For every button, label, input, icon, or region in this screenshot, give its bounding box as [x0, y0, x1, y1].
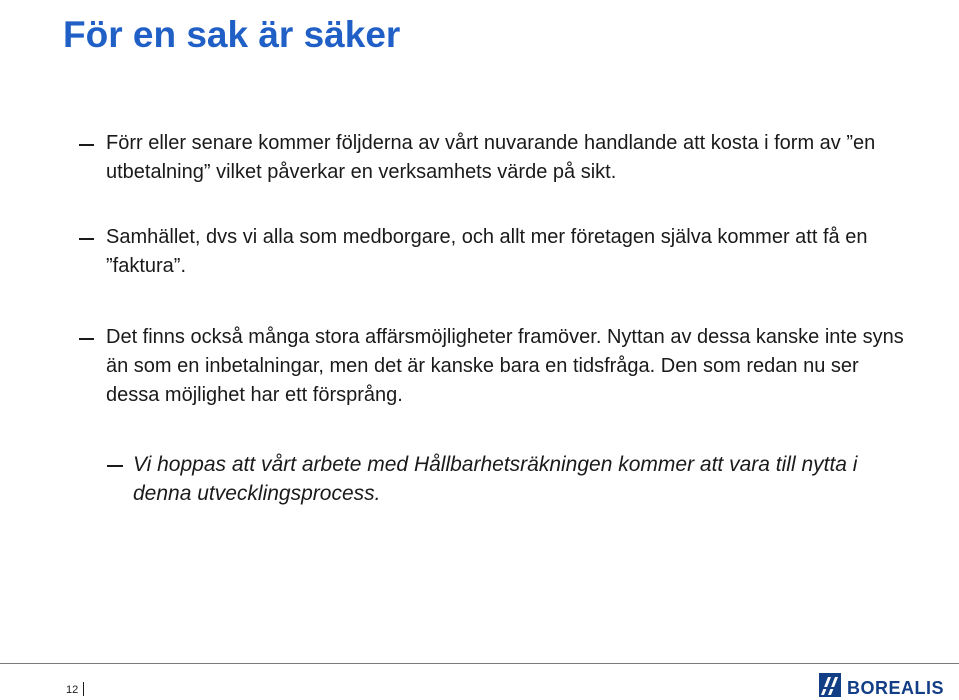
page-number-separator [83, 682, 84, 696]
bullet-dash [79, 144, 94, 146]
borealis-logo-icon [819, 673, 841, 697]
bullet-dash [79, 338, 94, 340]
footer-divider [0, 663, 959, 664]
borealis-logo [819, 673, 957, 700]
page-number: 12 [66, 684, 79, 696]
logo-text: BOREALIS [847, 678, 945, 698]
bullet-text: Det finns också många stora affärsmöjligheter framöver. Nyttan av dessa kanske inte syns än som en inbetalningar, men det är kanske bara en tidsfråga. Den som redan nu ser dessa möjlighet har ett försprång. [106, 326, 904, 406]
bullet-text: Samhället, dvs vi alla som medborgare, och allt mer företagen själva kommer att få en ”faktura”. [106, 226, 868, 277]
bullet-dash [107, 465, 123, 467]
bullet-text: Förr eller senare kommer följderna av vårt nuvarande handlande att kosta i form av ”en utbetalning” vilket påverkar en verksamhets värde på sikt. [106, 132, 876, 183]
bullet-text-italic: Vi hoppas att vårt arbete med Hållbarhetsräkningen kommer att vara till nytta i denna utvecklingsprocess. [133, 453, 858, 505]
slide-title: För en sak är säker [63, 14, 401, 55]
bullet-dash [79, 238, 94, 240]
